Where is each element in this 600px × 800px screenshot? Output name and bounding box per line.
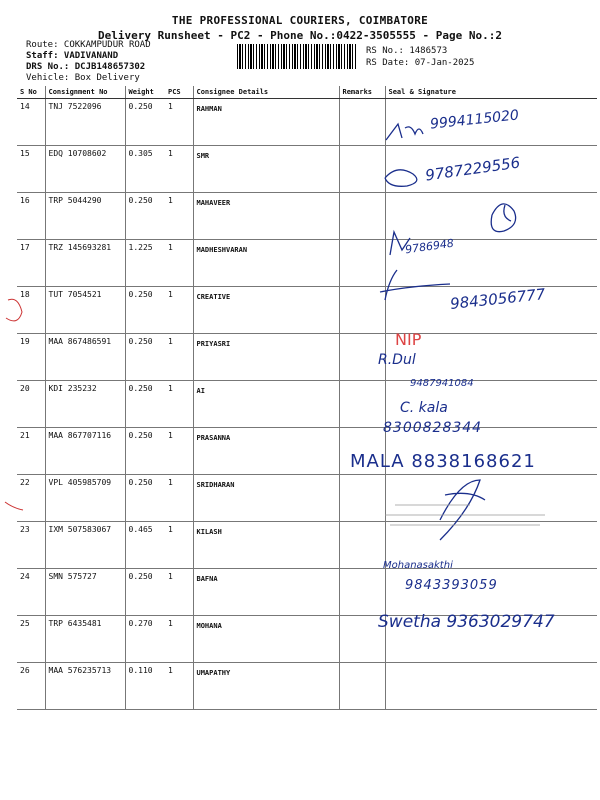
col-consignment: Consignment No: [45, 86, 125, 99]
consignment-cell: TUT 7054521: [45, 287, 125, 334]
weight-cell: 0.250: [125, 99, 165, 146]
sno-cell: 20: [17, 381, 45, 428]
table-row: [17, 334, 597, 381]
table-row: [17, 569, 597, 616]
consignee-cell: BAFNA: [193, 569, 339, 616]
handwritten-phone: MALA 8838168621: [350, 451, 536, 472]
drs-number: DRS No.: DCJB148657302: [26, 62, 146, 72]
col-weight: Weight: [125, 86, 165, 99]
handwritten-name: R.Dul: [378, 352, 416, 368]
handwritten-phone: 9487941084: [410, 378, 474, 389]
pcs-cell: 1: [165, 663, 193, 710]
sno-cell: 18: [17, 287, 45, 334]
col-sno: S No: [17, 86, 45, 99]
remarks-cell: [339, 287, 385, 334]
sno-cell: 17: [17, 240, 45, 287]
col-signature: Seal & Signature: [385, 86, 597, 99]
pcs-cell: 1: [165, 146, 193, 193]
remarks-cell: [339, 569, 385, 616]
consignee-cell: KILASH: [193, 522, 339, 569]
consignee-cell: SMR: [193, 146, 339, 193]
table-row: [17, 381, 597, 428]
sno-cell: 24: [17, 569, 45, 616]
pcs-cell: 1: [165, 475, 193, 522]
handwritten-phone: 8300828344: [383, 420, 483, 436]
handwritten-phone: Swetha 9363029747: [378, 612, 555, 632]
weight-cell: 0.250: [125, 193, 165, 240]
col-pcs: PCS: [165, 86, 193, 99]
remarks-cell: [339, 193, 385, 240]
pcs-cell: 1: [165, 522, 193, 569]
table-row: [17, 193, 597, 240]
col-remarks: Remarks: [339, 86, 385, 99]
sno-cell: 25: [17, 616, 45, 663]
pcs-cell: 1: [165, 428, 193, 475]
pcs-cell: 1: [165, 334, 193, 381]
sno-cell: 26: [17, 663, 45, 710]
consignment-cell: SMN 575727: [45, 569, 125, 616]
handwritten-name: Mohanasakthi: [383, 560, 453, 571]
rs-number: RS No.: 1486573: [366, 46, 448, 56]
remarks-cell: [339, 99, 385, 146]
route-label: Route: COKKAMPUDUR ROAD: [26, 40, 151, 50]
consignee-cell: UMAPATHY: [193, 663, 339, 710]
consignment-cell: VPL 405985709: [45, 475, 125, 522]
remarks-cell: [339, 522, 385, 569]
pcs-cell: 1: [165, 381, 193, 428]
pcs-cell: 1: [165, 287, 193, 334]
pcs-cell: 1: [165, 99, 193, 146]
sno-cell: 22: [17, 475, 45, 522]
weight-cell: 0.270: [125, 616, 165, 663]
signature-cell: [385, 475, 597, 522]
weight-cell: 0.250: [125, 287, 165, 334]
consignee-cell: MAHAVEER: [193, 193, 339, 240]
consignment-cell: TNJ 7522096: [45, 99, 125, 146]
signature-cell: [385, 193, 597, 240]
rs-info: [366, 45, 474, 69]
handwritten-note: NIP: [395, 330, 422, 349]
remarks-cell: [339, 146, 385, 193]
weight-cell: 0.110: [125, 663, 165, 710]
signature-cell: [385, 663, 597, 710]
handwritten-phone: 9843056777: [449, 285, 547, 313]
weight-cell: 0.250: [125, 569, 165, 616]
runsheet-subtitle: Delivery Runsheet - PC2 - Phone No.:0422-3505555 - Page No.:2: [98, 29, 502, 42]
weight-cell: 0.250: [125, 428, 165, 475]
consignee-cell: MADHESHVARAN: [193, 240, 339, 287]
remarks-cell: [339, 663, 385, 710]
table-row: [17, 663, 597, 710]
rs-date: RS Date: 07-Jan-2025: [366, 58, 475, 68]
sno-cell: 15: [17, 146, 45, 193]
weight-cell: 0.250: [125, 475, 165, 522]
consignee-cell: PRIYASRI: [193, 334, 339, 381]
weight-cell: 0.465: [125, 522, 165, 569]
weight-cell: 1.225: [125, 240, 165, 287]
consignee-cell: RAHMAN: [193, 99, 339, 146]
staff-label: Staff: VADIVANAND: [26, 51, 119, 61]
barcode: [237, 44, 357, 69]
sno-cell: 14: [17, 99, 45, 146]
sno-cell: 23: [17, 522, 45, 569]
col-consignee: Consignee Details: [193, 86, 339, 99]
weight-cell: 0.250: [125, 334, 165, 381]
remarks-cell: [339, 381, 385, 428]
table-row: [17, 475, 597, 522]
handwritten-phone: 9786948: [404, 236, 455, 257]
handwritten-phone: 9787229556: [424, 153, 522, 185]
table-row: [17, 240, 597, 287]
sno-cell: 16: [17, 193, 45, 240]
consignment-cell: TRZ 145693281: [45, 240, 125, 287]
pcs-cell: 1: [165, 193, 193, 240]
consignment-cell: EDQ 10708602: [45, 146, 125, 193]
consignee-cell: PRASANNA: [193, 428, 339, 475]
consignee-cell: SRIDHARAN: [193, 475, 339, 522]
consignment-cell: IXM 507583067: [45, 522, 125, 569]
remarks-cell: [339, 475, 385, 522]
consignee-cell: MOHANA: [193, 616, 339, 663]
consignee-cell: AI: [193, 381, 339, 428]
handwritten-phone: 9843393059: [405, 578, 498, 593]
runsheet-info: [26, 40, 151, 84]
pcs-cell: 1: [165, 616, 193, 663]
weight-cell: 0.305: [125, 146, 165, 193]
consignment-cell: TRP 5044290: [45, 193, 125, 240]
handwritten-phone: 9994115020: [429, 107, 520, 133]
table-header-row: [17, 86, 597, 99]
handwritten-name: C. kala: [400, 400, 448, 416]
consignment-cell: MAA 867486591: [45, 334, 125, 381]
pcs-cell: 1: [165, 569, 193, 616]
pcs-cell: 1: [165, 240, 193, 287]
consignment-cell: TRP 6435481: [45, 616, 125, 663]
remarks-cell: [339, 240, 385, 287]
consignment-cell: KDI 235232: [45, 381, 125, 428]
consignment-cell: MAA 867707116: [45, 428, 125, 475]
vehicle-label: Vehicle: Box Delivery: [26, 73, 140, 83]
sno-cell: 21: [17, 428, 45, 475]
weight-cell: 0.250: [125, 381, 165, 428]
consignee-cell: CREATIVE: [193, 287, 339, 334]
consignment-cell: MAA 576235713: [45, 663, 125, 710]
table-row: [17, 522, 597, 569]
sno-cell: 19: [17, 334, 45, 381]
company-title: THE PROFESSIONAL COURIERS, COIMBATORE: [171, 14, 429, 27]
